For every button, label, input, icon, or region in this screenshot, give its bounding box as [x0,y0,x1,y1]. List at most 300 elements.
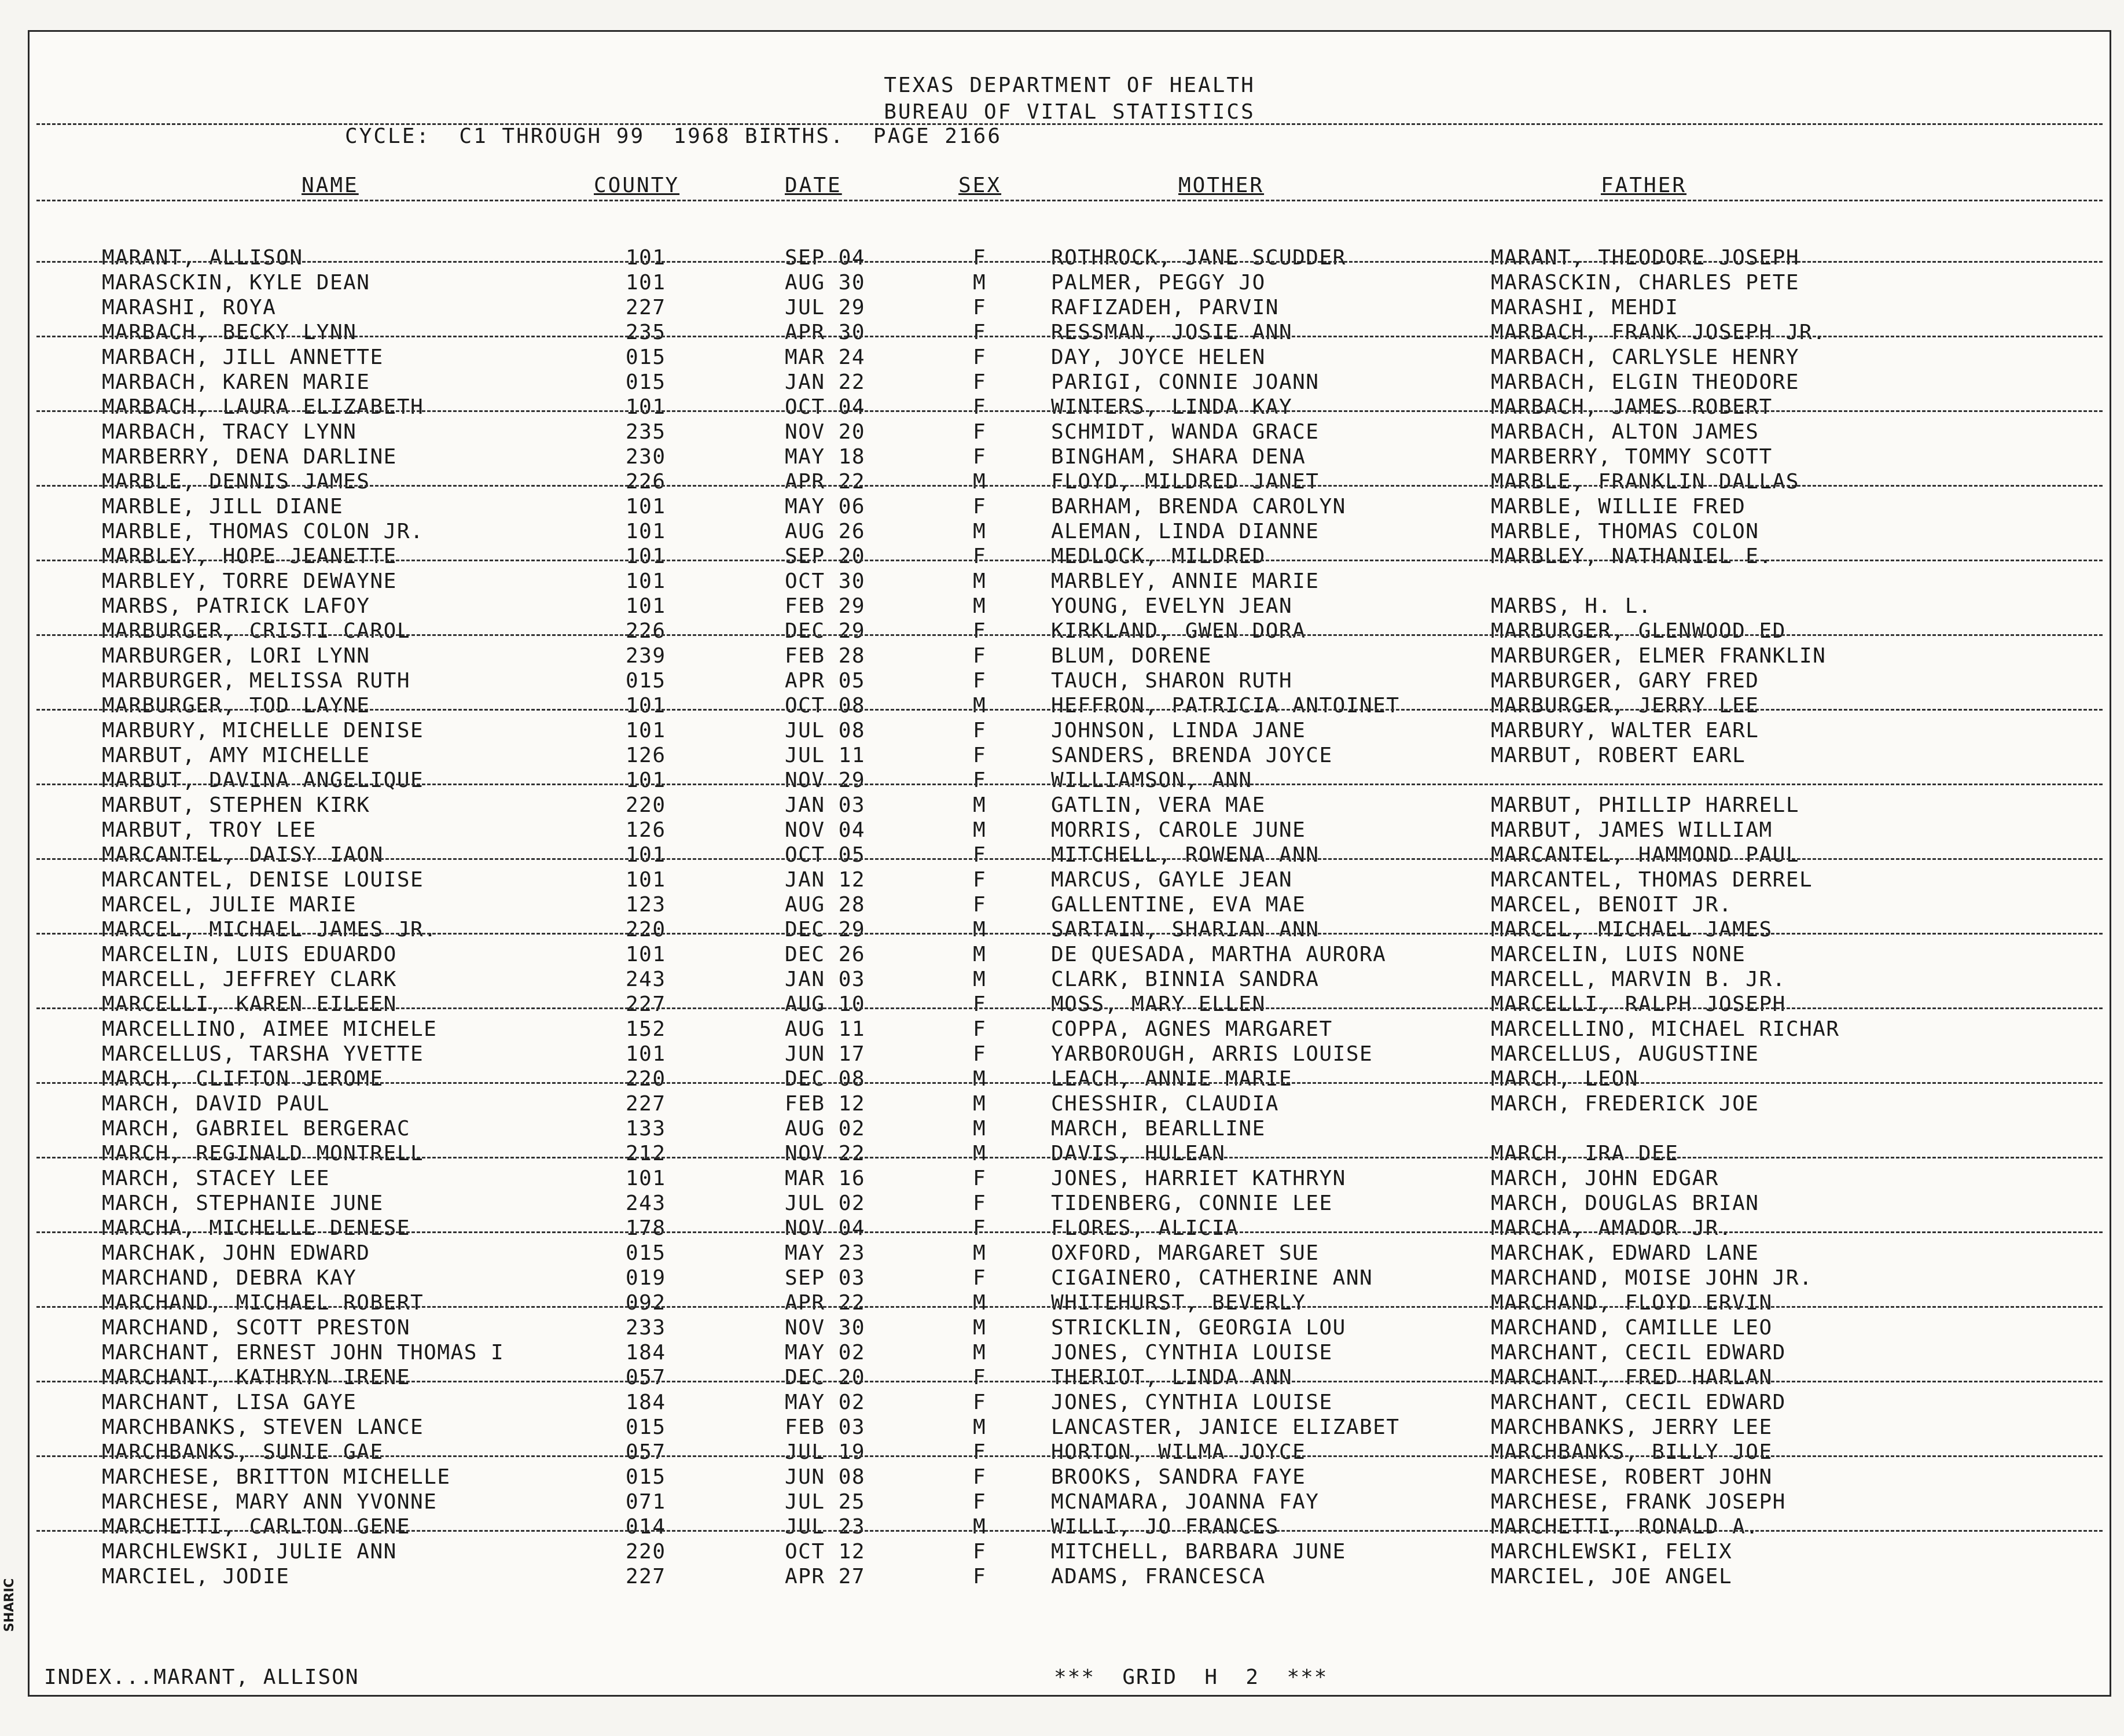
record-sex: M [973,1341,987,1364]
record-mother: ADAMS, FRANCESCA [1051,1565,1266,1588]
record-row [30,395,2110,420]
record-sex: M [973,1241,987,1265]
record-county: 220 [626,918,666,941]
record-mother: JONES, CYNTHIA LOUISE [1051,1391,1333,1414]
record-father: MARCELLUS, AUGUSTINE [1491,1042,1759,1066]
record-row [30,445,2110,470]
record-date: JUL 19 [785,1440,866,1464]
record-sex: F [973,1266,987,1290]
record-name: MARBUT, AMY MICHELLE [102,744,370,767]
record-mother: FLOYD, MILDRED JANET [1051,470,1320,494]
record-sex: M [973,943,987,966]
record-date: SEP 03 [785,1266,866,1290]
record-father: MARCHESE, ROBERT JOHN [1491,1465,1773,1489]
record-father: MARBACH, ALTON JAMES [1491,420,1759,444]
record-row [30,768,2110,793]
record-name: MARCELLUS, TARSHA YVETTE [102,1042,424,1066]
record-county: 101 [626,943,666,966]
record-date: JAN 03 [785,793,866,817]
record-row [30,1341,2110,1366]
record-row [30,1117,2110,1142]
record-sex: M [973,1316,987,1340]
record-father: MARBLE, THOMAS COLON [1491,520,1759,543]
record-name: MARCELL, JEFFREY CLARK [102,968,397,991]
record-date: MAY 23 [785,1241,866,1265]
record-mother: GATLIN, VERA MAE [1051,793,1266,817]
record-row [30,1191,2110,1216]
record-father: MARCHAND, CAMILLE LEO [1491,1316,1773,1340]
record-row [30,893,2110,918]
record-sex: F [973,395,987,419]
record-mother: BLUM, DORENE [1051,644,1212,668]
record-row [30,1440,2110,1465]
record-name: MARCELIN, LUIS EDUARDO [102,943,397,966]
record-row [30,321,2110,345]
record-date: JUL 11 [785,744,866,767]
record-name: MARCH, REGINALD MONTRELL [102,1142,424,1165]
record-county: 101 [626,694,666,718]
record-county: 101 [626,1042,666,1066]
record-date: MAY 18 [785,445,866,469]
record-sex: F [973,619,987,643]
record-date: NOV 04 [785,818,866,842]
record-date: OCT 08 [785,694,866,718]
record-mother: SCHMIDT, WANDA GRACE [1051,420,1320,444]
record-date: NOV 30 [785,1316,866,1340]
record-row [30,943,2110,968]
record-name: MARBURY, MICHELLE DENISE [102,719,424,742]
record-father: MARCEL, MICHAEL JAMES [1491,918,1773,941]
record-mother: BROOKS, SANDRA FAYE [1051,1465,1306,1489]
col-county-header: COUNTY [594,174,680,197]
record-row [30,1042,2110,1067]
record-row [30,1565,2110,1590]
record-father: MARCIEL, JOE ANGEL [1491,1565,1733,1588]
record-date: APR 30 [785,321,866,344]
record-father: MARCHAK, EDWARD LANE [1491,1241,1759,1265]
record-name: MARCELLINO, AIMEE MICHELE [102,1017,438,1041]
record-date: AUG 26 [785,520,866,543]
record-father: MARCANTEL, HAMMOND PAUL [1491,843,1799,867]
record-father: MARCELLI, RALPH JOSEPH [1491,992,1786,1016]
record-name: MARASHI, ROYA [102,296,277,319]
record-sex: F [973,768,987,792]
record-county: 101 [626,395,666,419]
record-father: MARBACH, FRANK JOSEPH JR. [1491,321,1827,344]
record-sex: F [973,321,987,344]
record-father: MARBUT, JAMES WILLIAM [1491,818,1773,842]
record-sex: M [973,520,987,543]
record-name: MARCH, DAVID PAUL [102,1092,330,1116]
record-sex: F [973,1440,987,1464]
record-name: MARBS, PATRICK LAFOY [102,594,370,618]
record-mother: MITCHELL, BARBARA JUNE [1051,1540,1346,1564]
record-father: MARBURGER, ELMER FRANKLIN [1491,644,1827,668]
record-name: MARCHAND, SCOTT PRESTON [102,1316,410,1340]
record-row [30,246,2110,271]
record-name: MARCHESE, MARY ANN YVONNE [102,1490,438,1514]
record-date: APR 27 [785,1565,866,1588]
record-sex: M [973,818,987,842]
record-name: MARCHA, MICHELLE DENESE [102,1216,410,1240]
record-row [30,719,2110,744]
record-county: 101 [626,545,666,568]
record-county: 101 [626,1167,666,1190]
record-date: DEC 20 [785,1366,866,1389]
record-sex: F [973,644,987,668]
record-row [30,296,2110,321]
record-date: JUN 17 [785,1042,866,1066]
record-name: MARBERRY, DENA DARLINE [102,445,397,469]
record-row [30,793,2110,818]
record-sex: F [973,1366,987,1389]
record-mother: JOHNSON, LINDA JANE [1051,719,1306,742]
record-county: 226 [626,470,666,494]
record-name: MARCANTEL, DENISE LOUISE [102,868,424,892]
record-sex: M [973,1515,987,1539]
record-date: APR 22 [785,470,866,494]
record-father: MARCHANT, CECIL EDWARD [1491,1341,1786,1364]
record-row [30,345,2110,370]
record-date: AUG 11 [785,1017,866,1041]
record-name: MARBACH, LAURA ELIZABETH [102,395,424,419]
record-mother: THERIOT, LINDA ANN [1051,1366,1293,1389]
record-name: MARBLE, THOMAS COLON JR. [102,520,424,543]
record-name: MARBUT, TROY LEE [102,818,317,842]
record-county: 226 [626,619,666,643]
record-mother: MARCH, BEARLLINE [1051,1117,1266,1141]
record-sex: F [973,345,987,369]
record-mother: HORTON, WILMA JOYCE [1051,1440,1306,1464]
record-father: MARBUT, ROBERT EARL [1491,744,1746,767]
agency-title: TEXAS DEPARTMENT OF HEALTH [884,73,1255,97]
record-name: MARANT, ALLISON [102,246,303,270]
record-date: JAN 12 [785,868,866,892]
record-sex: F [973,545,987,568]
record-sex: F [973,1191,987,1215]
record-name: MARASCKIN, KYLE DEAN [102,271,370,295]
record-date: DEC 29 [785,918,866,941]
record-sex: M [973,569,987,593]
record-row [30,1415,2110,1440]
record-sex: F [973,1167,987,1190]
record-row [30,1216,2110,1241]
record-mother: TAUCH, SHARON RUTH [1051,669,1293,693]
record-county: 133 [626,1117,666,1141]
record-county: 123 [626,893,666,917]
record-county: 212 [626,1142,666,1165]
record-father: MARCHAND, MOISE JOHN JR. [1491,1266,1813,1290]
record-sex: F [973,1216,987,1240]
record-father: MARBACH, JAMES ROBERT [1491,395,1773,419]
record-row [30,1465,2110,1490]
record-name: MARBURGER, TOD LAYNE [102,694,370,718]
record-mother: ALEMAN, LINDA DIANNE [1051,520,1320,543]
record-mother: CHESSHIR, CLAUDIA [1051,1092,1279,1116]
record-mother: KIRKLAND, GWEN DORA [1051,619,1306,643]
record-date: JUL 25 [785,1490,866,1514]
record-date: MAR 24 [785,345,866,369]
record-name: MARCHANT, LISA GAYE [102,1391,357,1414]
record-name: MARBURGER, LORI LYNN [102,644,370,668]
record-sex: M [973,1142,987,1165]
record-mother: YOUNG, EVELYN JEAN [1051,594,1293,618]
record-mother: DAVIS, HULEAN [1051,1142,1226,1165]
record-county: 243 [626,1191,666,1215]
record-date: MAY 02 [785,1391,866,1414]
record-sex: F [973,495,987,518]
record-mother: COPPA, AGNES MARGARET [1051,1017,1333,1041]
record-county: 184 [626,1391,666,1414]
record-mother: DAY, JOYCE HELEN [1051,345,1266,369]
record-date: FEB 03 [785,1415,866,1439]
record-sex: M [973,918,987,941]
record-mother: MOSS, MARY ELLEN [1051,992,1266,1016]
record-county: 230 [626,445,666,469]
record-name: MARBACH, KAREN MARIE [102,370,370,394]
index-footer: INDEX...MARANT, ALLISON [44,1665,359,1689]
record-sex: F [973,1540,987,1564]
record-father: MARBURGER, GARY FRED [1491,669,1759,693]
record-name: MARCHAND, DEBRA KAY [102,1266,357,1290]
record-father: MARCH, IRA DEE [1491,1142,1679,1165]
record-county: 233 [626,1316,666,1340]
record-name: MARBLEY, HOPE JEANETTE [102,545,397,568]
record-mother: JONES, HARRIET KATHRYN [1051,1167,1346,1190]
record-mother: WILLIAMSON, ANN [1051,768,1252,792]
record-county: 071 [626,1490,666,1514]
record-sex: M [973,1117,987,1141]
record-father: MARBS, H. L. [1491,594,1652,618]
record-date: NOV 22 [785,1142,866,1165]
cycle-line: CYCLE: C1 THROUGH 99 1968 BIRTHS. PAGE 2166 [345,124,1002,148]
record-mother: LEACH, ANNIE MARIE [1051,1067,1293,1091]
column-header-rule [36,200,2103,201]
record-date: APR 22 [785,1291,866,1315]
record-sex: F [973,1565,987,1588]
record-county: 057 [626,1366,666,1389]
record-date: AUG 30 [785,271,866,295]
record-father: MARCHETTI, RONALD A. [1491,1515,1759,1539]
record-name: MARBACH, BECKY LYNN [102,321,357,344]
record-county: 235 [626,321,666,344]
record-father: MARBLEY, NATHANIEL E. [1491,545,1773,568]
record-county: 014 [626,1515,666,1539]
record-name: MARBURGER, MELISSA RUTH [102,669,410,693]
col-sex-header: SEX [958,174,1002,197]
record-name: MARBLE, JILL DIANE [102,495,344,518]
record-county: 184 [626,1341,666,1364]
record-sex: F [973,744,987,767]
record-father: MARCHLEWSKI, FELIX [1491,1540,1733,1564]
record-mother: MARBLEY, ANNIE MARIE [1051,569,1320,593]
record-row [30,545,2110,569]
record-county: 220 [626,1067,666,1091]
ledger-sheet [28,30,2111,1697]
record-father: MARASHI, MEHDI [1491,296,1679,319]
record-name: MARCH, STEPHANIE JUNE [102,1191,384,1215]
record-county: 152 [626,1017,666,1041]
record-date: AUG 28 [785,893,866,917]
record-row [30,1366,2110,1391]
record-sex: M [973,1067,987,1091]
record-sex: F [973,1465,987,1489]
record-name: MARCANTEL, DAISY IAON [102,843,384,867]
record-county: 101 [626,843,666,867]
record-county: 015 [626,669,666,693]
record-name: MARCH, GABRIEL BERGERAC [102,1117,410,1141]
record-sex: F [973,1490,987,1514]
grid-footer: *** GRID H 2 *** [1054,1665,1328,1689]
record-date: MAY 06 [785,495,866,518]
record-sex: F [973,843,987,867]
record-mother: TIDENBERG, CONNIE LEE [1051,1191,1333,1215]
record-county: 101 [626,569,666,593]
record-row [30,420,2110,445]
record-sex: M [973,694,987,718]
record-date: DEC 26 [785,943,866,966]
record-county: 015 [626,345,666,369]
record-row [30,1391,2110,1415]
record-mother: GALLENTINE, EVA MAE [1051,893,1306,917]
record-father: MARCHESE, FRANK JOSEPH [1491,1490,1786,1514]
record-mother: RAFIZADEH, PARVIN [1051,296,1279,319]
record-sex: F [973,1042,987,1066]
record-name: MARCIEL, JODIE [102,1565,290,1588]
record-sex: M [973,793,987,817]
record-date: JUL 08 [785,719,866,742]
record-row [30,271,2110,296]
record-father: MARCHANT, CECIL EDWARD [1491,1391,1786,1414]
record-date: JUN 08 [785,1465,866,1489]
record-county: 101 [626,271,666,295]
record-county: 057 [626,1440,666,1464]
record-name: MARCHESE, BRITTON MICHELLE [102,1465,451,1489]
record-mother: DE QUESADA, MARTHA AURORA [1051,943,1387,966]
col-mother-header: MOTHER [1178,174,1265,197]
record-name: MARBUT, DAVINA ANGELIQUE [102,768,424,792]
record-sex: F [973,868,987,892]
record-father: MARANT, THEODORE JOSEPH [1491,246,1799,270]
record-date: OCT 05 [785,843,866,867]
record-sex: F [973,893,987,917]
record-county: 101 [626,520,666,543]
record-county: 126 [626,744,666,767]
record-father: MARBACH, CARLYSLE HENRY [1491,345,1799,369]
record-county: 227 [626,992,666,1016]
record-county: 126 [626,818,666,842]
record-father: MARCH, JOHN EDGAR [1491,1167,1719,1190]
record-father: MARCELLINO, MICHAEL RICHAR [1491,1017,1840,1041]
record-sex: F [973,719,987,742]
record-sex: F [973,992,987,1016]
record-date: JUL 23 [785,1515,866,1539]
record-father: MARCHBANKS, BILLY JOE [1491,1440,1773,1464]
record-county: 178 [626,1216,666,1240]
record-sex: M [973,271,987,295]
record-name: MARCHETTI, CARLTON GENE [102,1515,410,1539]
record-county: 019 [626,1266,666,1290]
record-father: MARCHA, AMADOR JR. [1491,1216,1733,1240]
bureau-title: BUREAU OF VITAL STATISTICS [884,100,1255,124]
record-row [30,744,2110,768]
record-mother: HEFFRON, PATRICIA ANTOINET [1051,694,1400,718]
record-county: 239 [626,644,666,668]
record-sex: M [973,1092,987,1116]
record-father: MARCHANT, FRED HARLAN [1491,1366,1773,1389]
record-row [30,644,2110,669]
record-row [30,1490,2110,1515]
record-row [30,520,2110,545]
record-name: MARBACH, JILL ANNETTE [102,345,384,369]
record-father: MARCANTEL, THOMAS DERREL [1491,868,1813,892]
record-row [30,1291,2110,1316]
record-county: 227 [626,1092,666,1116]
record-date: DEC 29 [785,619,866,643]
record-row [30,669,2110,694]
record-date: MAY 02 [785,1341,866,1364]
record-sex: F [973,370,987,394]
record-row [30,843,2110,868]
record-date: OCT 12 [785,1540,866,1564]
record-county: 101 [626,768,666,792]
record-row [30,370,2110,395]
record-mother: OXFORD, MARGARET SUE [1051,1241,1320,1265]
record-father: MARBLE, WILLIE FRED [1491,495,1746,518]
record-father: MARBURGER, GLENWOOD ED [1491,619,1786,643]
record-sex: F [973,296,987,319]
record-mother: STRICKLIN, GEORGIA LOU [1051,1316,1346,1340]
record-row [30,495,2110,520]
record-county: 101 [626,868,666,892]
record-sex: M [973,470,987,494]
records-table [30,246,2110,1590]
record-county: 220 [626,793,666,817]
record-date: NOV 20 [785,420,866,444]
record-row [30,1067,2110,1092]
col-father-header: FATHER [1601,174,1687,197]
record-name: MARBACH, TRACY LYNN [102,420,357,444]
record-mother: JONES, CYNTHIA LOUISE [1051,1341,1333,1364]
record-mother: CIGAINERO, CATHERINE ANN [1051,1266,1373,1290]
record-sex: F [973,1391,987,1414]
record-row [30,1515,2110,1540]
record-row [30,918,2110,943]
record-mother: SANDERS, BRENDA JOYCE [1051,744,1333,767]
record-mother: FLORES, ALICIA [1051,1216,1239,1240]
record-father: MARCHAND, FLOYD ERVIN [1491,1291,1773,1315]
record-name: MARCH, CLIFTON JEROME [102,1067,384,1091]
record-mother: RESSMAN, JOSIE ANN [1051,321,1293,344]
record-mother: PALMER, PEGGY JO [1051,271,1266,295]
record-mother: MORRIS, CAROLE JUNE [1051,818,1306,842]
record-mother: WHITEHURST, BEVERLY [1051,1291,1306,1315]
record-date: OCT 04 [785,395,866,419]
record-county: 235 [626,420,666,444]
record-date: AUG 10 [785,992,866,1016]
record-sex: F [973,420,987,444]
record-name: MARCHAND, MICHAEL ROBERT [102,1291,424,1315]
record-row [30,1316,2110,1341]
record-county: 101 [626,719,666,742]
side-label: SHARIC [2,1578,17,1632]
record-name: MARBURGER, CRISTI CAROL [102,619,410,643]
record-father: MARBUT, PHILLIP HARRELL [1491,793,1799,817]
record-county: 015 [626,370,666,394]
record-mother: CLARK, BINNIA SANDRA [1051,968,1320,991]
record-date: NOV 29 [785,768,866,792]
record-name: MARCHLEWSKI, JULIE ANN [102,1540,397,1564]
